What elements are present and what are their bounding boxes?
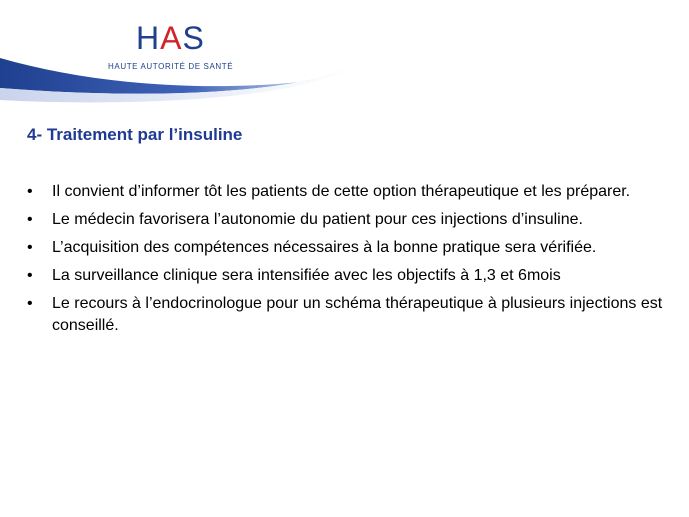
bullet-item	[27, 209, 667, 231]
bullet-item	[27, 293, 667, 337]
has-logo	[100, 20, 250, 80]
logo-letter-s: S	[182, 20, 205, 56]
bullet-text: Le médecin favorisera l’autonomie du patient pour ces injections d’insuline.	[52, 211, 583, 228]
bullet-item	[27, 181, 667, 203]
bullet-item	[27, 265, 667, 287]
bullet-dot-icon: •	[27, 295, 33, 312]
logo-letters	[136, 20, 205, 56]
bullet-dot-icon: •	[27, 239, 33, 256]
bullet-text: L’acquisition des compétences nécessaires à la bonne pratique sera vérifiée.	[52, 239, 597, 256]
bullet-dot-icon: •	[27, 183, 33, 200]
bullet-text: Il convient d’informer tôt les patients de cette option thérapeutique et les préparer.	[52, 183, 631, 200]
logo-letter-a: A	[160, 20, 183, 56]
logo-subtitle: HAUTE AUTORITÉ DE SANTÉ	[108, 62, 234, 71]
bullet-dot-icon: •	[27, 267, 33, 284]
bullet-dot-icon: •	[27, 211, 33, 228]
bullet-text: La surveillance clinique sera intensifiée avec les objectifs à 1,3 et 6mois	[52, 267, 561, 284]
bullet-text: Le recours à l’endocrinologue pour un schéma thérapeutique à plusieurs injections est conseillé.	[52, 295, 663, 334]
bullet-item	[27, 237, 667, 259]
logo-letter-h: H	[136, 20, 161, 56]
slide-title: 4- Traitement par l’insuline	[27, 125, 243, 144]
bullet-list	[27, 181, 667, 343]
